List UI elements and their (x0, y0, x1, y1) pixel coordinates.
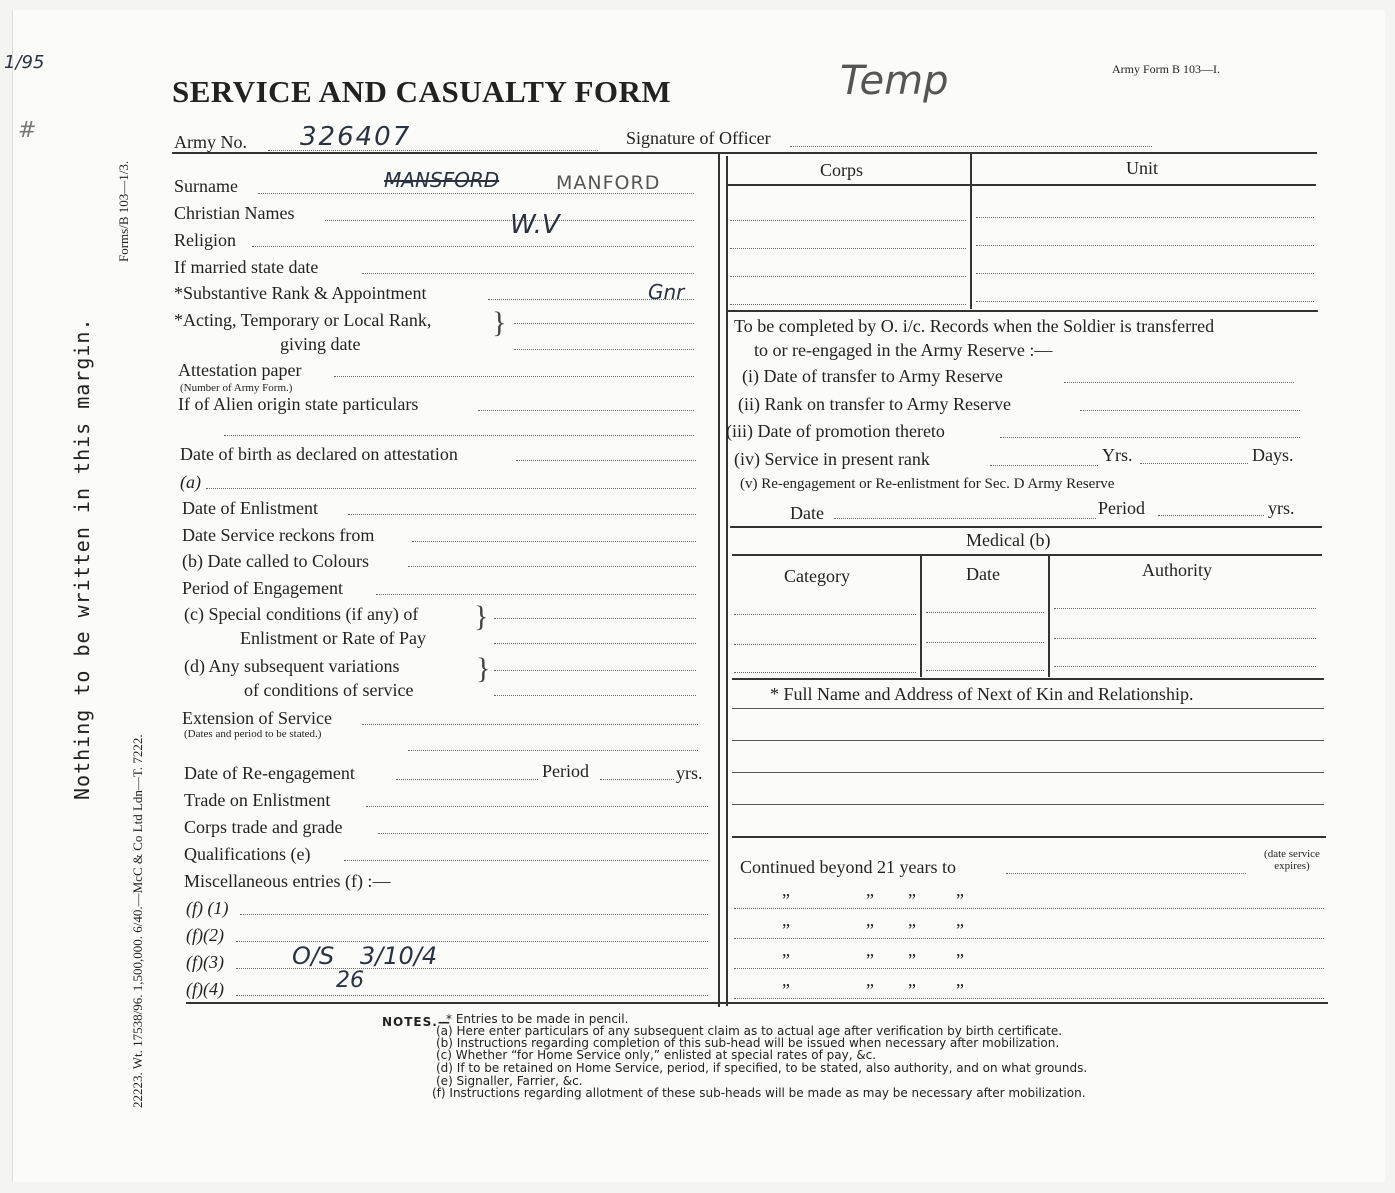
reserve-intro-line1: To be completed by O. i/c. Records when the Soldier is transferred (734, 316, 1215, 336)
variations-field[interactable] (494, 670, 696, 671)
f2-label: (f)(2) (186, 925, 224, 945)
f1-field[interactable] (240, 914, 708, 915)
called-to-colours-label: (b) Date called to Colours (182, 551, 369, 571)
date-header: Date (966, 564, 1000, 584)
medical-date-row-3[interactable] (926, 670, 1044, 671)
ditto-3c: ” (908, 950, 916, 970)
ditto-4b: ” (866, 980, 874, 1000)
extension-field-2[interactable] (408, 750, 698, 751)
ditto-1c: ” (908, 890, 916, 910)
variations-brace: } (476, 652, 491, 685)
engagement-field[interactable] (376, 594, 696, 595)
substantive-rank-label: *Substantive Rank & Appointment (174, 283, 427, 303)
hash-mark: # (18, 118, 37, 143)
reengagement-period-label: Period (542, 761, 589, 781)
notes-heading: NOTES.— (382, 1015, 451, 1029)
reenlistment-date-label: Date (790, 503, 824, 523)
unit-row-4[interactable] (976, 301, 1314, 302)
extension-sub: (Dates and period to be stated.) (184, 728, 322, 740)
kin-rule-1 (732, 708, 1324, 709)
called-to-colours-field[interactable] (408, 566, 696, 567)
reengagement-field[interactable] (396, 779, 538, 780)
margin-note: Nothing to be written in this margin. (70, 317, 94, 800)
qualifications-label: Qualifications (e) (184, 844, 311, 864)
date-service-expires-note: (date service expires) (1264, 848, 1320, 872)
continued-row-4[interactable] (734, 998, 1324, 999)
reengagement-yrs-label: yrs. (676, 763, 703, 783)
signature-label: Signature of Officer (626, 128, 771, 148)
forms-reference: Forms/B 103—1/3. (116, 160, 131, 262)
reenlistment-label: (v) Re-engagement or Re-enlistment for Sec. D Army Reserve (740, 476, 1115, 492)
corps-trade-label: Corps trade and grade (184, 817, 343, 837)
reserve-transfer-date-field[interactable] (1064, 382, 1294, 383)
enlistment-date-field[interactable] (348, 514, 696, 515)
f3-value: O/S 3/10/4 (292, 942, 438, 970)
rate-of-pay-field[interactable] (494, 643, 696, 644)
acting-rank-label: *Acting, Temporary or Local Rank, (174, 310, 432, 330)
reserve-transfer-date-label: (i) Date of transfer to Army Reserve (742, 366, 1003, 386)
enlistment-date-label: Date of Enlistment (182, 498, 318, 518)
giving-date-label: giving date (280, 334, 361, 354)
medical-header-rule (732, 554, 1322, 556)
corps-trade-field[interactable] (378, 833, 708, 834)
medical-category-row-3[interactable] (734, 672, 916, 673)
special-conditions-brace: } (474, 600, 489, 633)
printer-line: 22223. Wt. 17538/96. 1,500,000. 6/40.—McC & Co Ltd Ldn—T. 7222. (130, 734, 145, 1108)
corner-mark: 1/95 (4, 52, 45, 73)
ditto-2a: ” (782, 920, 790, 940)
reserve-intro-line2: to or re-engaged in the Army Reserve :— (754, 340, 1053, 360)
present-rank-yrs-field[interactable] (990, 465, 1098, 466)
trade-field[interactable] (366, 806, 708, 807)
ditto-3b: ” (866, 950, 874, 970)
extension-field[interactable] (362, 724, 698, 725)
corps-row-4[interactable] (730, 304, 966, 305)
medical-divider-2 (1048, 555, 1050, 677)
dob-field[interactable] (516, 460, 696, 461)
reenlistment-period-field[interactable] (1158, 515, 1264, 516)
substantive-rank-value: Gnr (648, 280, 685, 304)
kin-top-rule (732, 678, 1324, 680)
medical-top-rule (730, 526, 1322, 528)
ditto-4c: ” (908, 980, 916, 1000)
continued-label: Continued beyond 21 years to (740, 857, 956, 877)
special-conditions-field[interactable] (494, 618, 696, 619)
ditto-4a: ” (782, 980, 790, 1000)
category-header: Category (784, 566, 850, 586)
variations-label: (d) Any subsequent variations (184, 656, 400, 676)
army-no-value: 326407 (300, 122, 412, 152)
married-label: If married state date (174, 257, 319, 277)
f4-value: 26 (336, 968, 364, 993)
alien-origin-label: If of Alien origin state particulars (178, 394, 419, 414)
medical-divider-1 (920, 555, 922, 677)
conditions-service-field[interactable] (494, 695, 696, 696)
f4-label: (f)(4) (186, 979, 224, 999)
alien-origin-field[interactable] (478, 410, 694, 411)
acting-rank-brace: } (492, 306, 507, 339)
continued-row-2[interactable] (734, 938, 1324, 939)
present-rank-days-label: Days. (1252, 445, 1294, 465)
religion-label: Religion (174, 230, 236, 250)
continued-top-rule (732, 836, 1326, 838)
next-of-kin-header: * Full Name and Address of Next of Kin and Relationship. (770, 684, 1194, 704)
present-rank-yrs-label: Yrs. (1102, 445, 1133, 465)
medical-authority-row-2[interactable] (1054, 638, 1316, 639)
special-conditions-label: (c) Special conditions (if any) of (184, 604, 419, 624)
medical-date-row-1[interactable] (926, 612, 1044, 613)
ditto-2c: ” (908, 920, 916, 940)
note-star: * Entries to be made in pencil. (446, 1012, 629, 1026)
christian-names-value: W.V (510, 210, 560, 240)
married-field[interactable] (362, 273, 694, 274)
medical-header: Medical (b) (966, 530, 1051, 550)
ditto-3a: ” (782, 950, 790, 970)
ditto-3d: ” (956, 950, 964, 970)
f1-label: (f) (1) (186, 898, 229, 918)
service-reckons-field[interactable] (412, 541, 696, 542)
service-reckons-label: Date Service reckons from (182, 525, 375, 545)
medical-date-row-2[interactable] (926, 642, 1044, 643)
f4-field[interactable] (236, 995, 708, 996)
medical-authority-row-1[interactable] (1054, 608, 1316, 609)
note-e: (e) Signaller, Farrier, &c. (436, 1074, 583, 1088)
corps-unit-divider (970, 154, 972, 309)
unit-row-1[interactable] (976, 217, 1314, 218)
attestation-sub: (Number of Army Form.) (180, 382, 293, 394)
reengagement-label: Date of Re-engagement (184, 763, 355, 783)
acting-rank-field[interactable] (514, 323, 694, 324)
center-divider (718, 152, 720, 1007)
ditto-2b: ” (866, 920, 874, 940)
header-rule (172, 152, 1317, 154)
medical-category-row-2[interactable] (734, 644, 916, 645)
unit-row-3[interactable] (976, 273, 1314, 274)
ditto-2d: ” (956, 920, 964, 940)
alien-origin-field-2[interactable] (224, 435, 694, 436)
ditto-4d: ” (956, 980, 964, 1000)
reserve-rank-field[interactable] (1080, 410, 1300, 411)
present-rank-label: (iv) Service in present rank (734, 449, 930, 469)
note-f: (f) Instructions regarding allotment of these sub-heads will be made as may be necessary after mobilization. (432, 1086, 1086, 1100)
ditto-1a: ” (782, 890, 790, 910)
ditto-1b: ” (866, 890, 874, 910)
f3-label: (f)(3) (186, 952, 224, 972)
corps-row-3[interactable] (730, 276, 966, 277)
dob-a-label: (a) (180, 472, 201, 492)
reenlistment-period-label: Period (1098, 498, 1145, 518)
attestation-label: Attestation paper (178, 360, 302, 380)
corps-header: Corps (820, 160, 864, 180)
religion-field[interactable] (252, 246, 694, 247)
promotion-date-field[interactable] (1000, 437, 1300, 438)
dob-a-field[interactable] (206, 488, 696, 489)
surname-value: MANFORD (556, 172, 661, 194)
center-divider-inner (726, 156, 728, 1006)
authority-header: Authority (1142, 560, 1212, 580)
ditto-1d: ” (956, 890, 964, 910)
present-rank-days-field[interactable] (1140, 463, 1248, 464)
unit-header: Unit (1126, 158, 1159, 178)
signature-line (790, 146, 1152, 147)
attestation-field[interactable] (334, 376, 694, 377)
bottom-rule (186, 1002, 1328, 1004)
form-title: SERVICE AND CASUALTY FORM (172, 74, 672, 109)
kin-rule-2 (732, 740, 1324, 741)
continued-field[interactable] (1006, 873, 1246, 874)
christian-names-label: Christian Names (174, 203, 295, 223)
corps-row-1[interactable] (730, 220, 966, 221)
reserve-rank-label: (ii) Rank on transfer to Army Reserve (738, 394, 1011, 414)
misc-entries-label: Miscellaneous entries (f) :— (184, 871, 391, 891)
trade-label: Trade on Enlistment (184, 790, 331, 810)
giving-date-field[interactable] (514, 349, 694, 350)
note-d: (d) If to be retained on Home Service, period, if specified, to be stated, also authority, and on what grounds. (436, 1061, 1088, 1075)
engagement-label: Period of Engagement (182, 578, 343, 598)
reserve-top-rule (728, 310, 1318, 312)
promotion-date-label: (iii) Date of promotion thereto (726, 421, 945, 441)
temp-stamp: Temp (840, 58, 949, 104)
reenlistment-date-field[interactable] (834, 518, 1096, 519)
unit-row-2[interactable] (976, 245, 1314, 246)
note-c: (c) Whether “for Home Service only,” enlisted at special rates of pay, &c. (436, 1048, 877, 1062)
note-b: (b) Instructions regarding completion of this sub-head will be issued when necessary after mobilization. (436, 1036, 1060, 1050)
kin-rule-4 (732, 804, 1324, 805)
surname-label: Surname (174, 176, 238, 196)
reenlistment-yrs-label: yrs. (1268, 498, 1295, 518)
army-no-label: Army No. (174, 132, 247, 152)
continued-row-1[interactable] (734, 908, 1324, 909)
extension-label: Extension of Service (182, 708, 332, 728)
reengagement-period-field[interactable] (600, 779, 674, 780)
form-id: Army Form B 103—I. (1112, 62, 1220, 76)
dob-label: Date of birth as declared on attestation (180, 444, 458, 464)
rate-of-pay-label: Enlistment or Rate of Pay (240, 628, 426, 648)
conditions-service-label: of conditions of service (244, 680, 414, 700)
medical-category-row-1[interactable] (734, 614, 916, 615)
corps-unit-header-rule (728, 184, 1316, 186)
surname-struck: MANSFORD (384, 168, 500, 192)
note-a: (a) Here enter particulars of any subsequent claim as to actual age after verification by birth certificate. (436, 1024, 1063, 1038)
qualifications-field[interactable] (344, 860, 708, 861)
medical-authority-row-3[interactable] (1054, 666, 1316, 667)
kin-rule-3 (732, 772, 1324, 773)
corps-row-2[interactable] (730, 248, 966, 249)
continued-row-3[interactable] (734, 968, 1324, 969)
